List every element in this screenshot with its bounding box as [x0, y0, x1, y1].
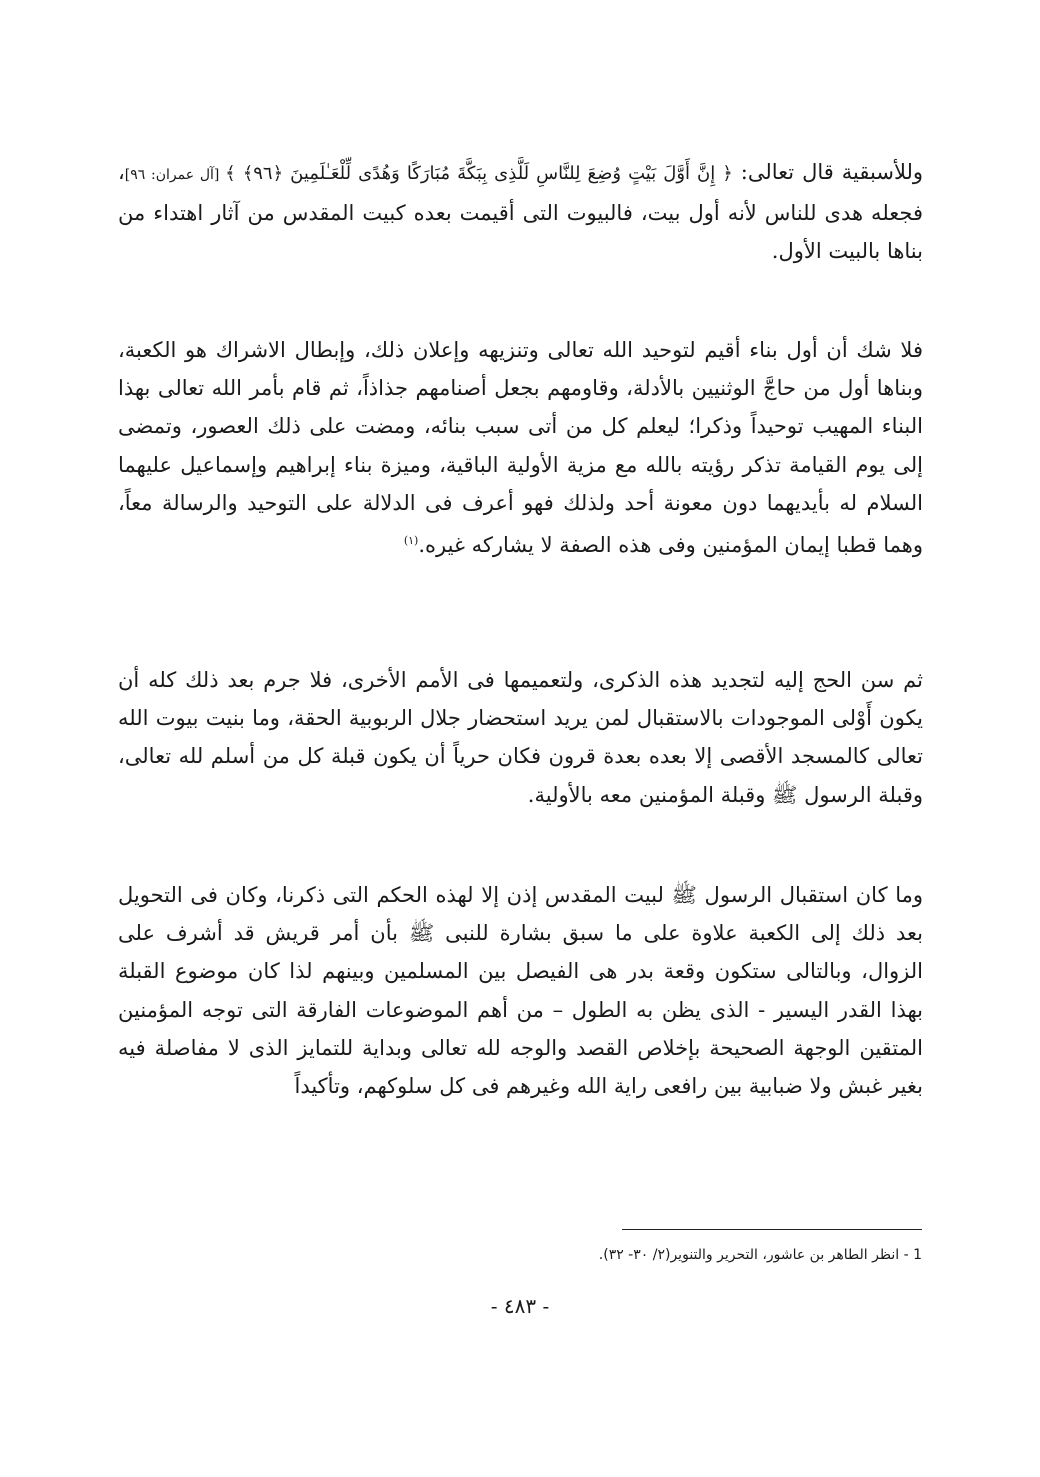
- paragraph-1: [118, 153, 923, 313]
- paragraph-4-text: وما كان استقبال الرسول ﷺ لبيت المقدس إذن إلا لهذه الحكم التى ذكرنا، وكان فى التحويل بعد ذلك إلى الكعبة علاوة على ما سبق بشارة للنبى ﷺ بأن أمر قريش قد أشرف على الزوال، وبالتالى ستكون وقعة بدر هى الفيصل بين المسلمين وبينهم لذا كان موضوع القبلة بهذا القدر اليسير - الذى يظن به الطول – من أهم الموضوعات الفارقة التى توجه المؤمنين المتقين الوجهة الصحيحة بإخلاص القصد والوجه لله تعالى وبداية للتمايز الذى لا مفاصلة فيه بغير غبش ولا ضبابية بين رافعى راية الله وغيرهم فى كل سلوكهم، وتأكيداً: [118, 883, 923, 1099]
- page-number: - ٤٨٣ -: [490, 1294, 550, 1318]
- paragraph-4: [118, 876, 923, 1196]
- footnote: 1 - انظر الطاهر بن عاشور، التحرير والتنوير(٢/ ٣٠- ٣٢).: [598, 1247, 922, 1263]
- paragraph-3-text: ثم سن الحج إليه لتجديد هذه الذكرى، ولتعميمها فى الأمم الأخرى، فلا جرم بعد ذلك كله أن يكون أَوْلى الموجودات بالاستقبال لمن يريد استحضار جلال الربوبية الحقة، وما بنيت بيوت الله تعالى كالمسجد الأقصى إلا بعده بعدة قرون فكان حرياً أن يكون قبلة كل من أسلم لله تعالى، وقبلة الرسول ﷺ وقبلة المؤمنين معه بالأولية.: [118, 668, 923, 807]
- paragraph-1-intro: وللأسبقية قال تعالى:: [732, 160, 924, 184]
- quran-verse: ﴿ إِنَّ أَوَّلَ بَيْتٍ وُضِعَ لِلنَّاسِ لَلَّذِى بِبَكَّةَ مُبَارَكًا وَهُدًى لِّلْعَـٰلَمِينَ ﴿٩٦﴾ ﴾: [225, 163, 733, 184]
- verse-reference: [آل عمران: ٩٦]: [124, 167, 226, 183]
- paragraph-1-rest: ، فجعله هدى للناس لأنه أول بيت، فالبيوت التى أقيمت بعده كبيت المقدس من آثار اهتداء من بناها بالبيت الأول.: [118, 160, 923, 264]
- paragraph-2: [118, 331, 923, 631]
- paragraph-3: [118, 661, 923, 861]
- footnote-marker: (١): [403, 534, 419, 548]
- footnote-divider: [622, 1229, 922, 1230]
- paragraph-2-text: فلا شك أن أول بناء أقيم لتوحيد الله تعالى وتنزيهه وإعلان ذلك، وإبطال الاشراك هو الكعبة، وبناها أول من حاجَّ الوثنيين بالأدلة، وقاومهم بجعل أصنامهم جذاذاً، ثم قام بأمر الله تعالى بهذا البناء المهيب توحيداً وذكرا؛ ليعلم كل من أتى سبب بنائه، ومضت على ذلك العصور، وتمضى إلى يوم القيامة تذكر رؤيته بالله مع مزية الأولية الباقية، وميزة بناء إبراهيم وإسماعيل عليهما السلام له بأيديهما دون معونة أحد ولذلك فهو أعرف فى الدلالة على التوحيد والرسالة معاً، وهما قطبا إيمان المؤمنين وفى هذه الصفة لا يشاركه غيره.: [118, 338, 923, 558]
